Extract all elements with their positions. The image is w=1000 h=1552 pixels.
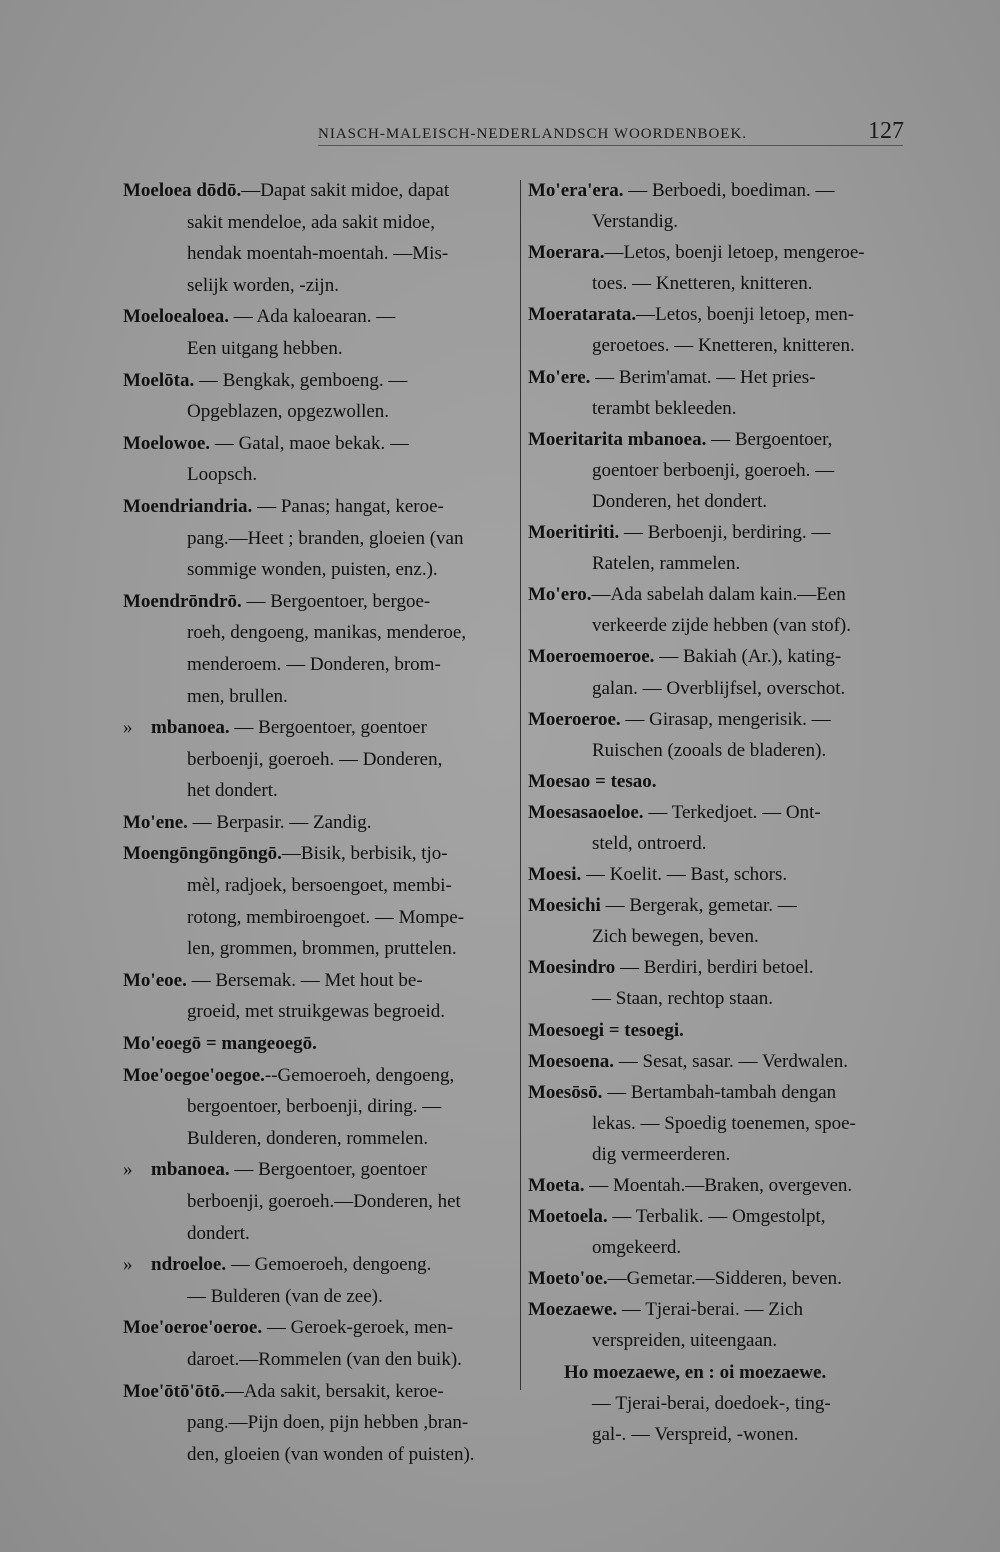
dictionary-line (123, 870, 513, 902)
dictionary-line (528, 548, 923, 579)
dictionary-line (123, 365, 513, 397)
definition-text: —Ada sakit, bersakit, keroe- (224, 1380, 444, 1402)
definition-text: — Bergoentoer, bergoe- (241, 590, 431, 612)
dictionary-line (123, 1344, 513, 1376)
definition-text: steld, ontroerd. (592, 832, 707, 854)
definition-text: — Girasap, mengerisik. — (620, 708, 831, 730)
definition-text: verkeerde zijde hebben (van stof). (592, 615, 852, 637)
ditto-mark: » (123, 1254, 133, 1276)
headword: Moesichi (528, 895, 601, 917)
dictionary-line (123, 333, 513, 365)
dictionary-line (123, 396, 513, 428)
headword: mbanoea. (151, 717, 230, 739)
definition-text: berboenji, goeroeh. — Donderen, (187, 748, 443, 770)
dictionary-line (123, 838, 513, 870)
definition-text: Loopsch. (187, 464, 258, 486)
definition-text: — Berpasir. — Zandig. (187, 811, 372, 833)
headword: Mo'eoe. (123, 969, 187, 991)
dictionary-line (123, 1407, 513, 1439)
definition-text: — Geroek-geroek, men- (262, 1317, 454, 1339)
definition-text: selijk worden, -zijn. (187, 274, 339, 296)
definition-text: --Gemoeroeh, dengoeng, (264, 1064, 455, 1086)
headword: Moesao = tesao. (528, 770, 657, 792)
definition-text: — Bergoentoer, (706, 428, 833, 450)
definition-text: sommige wonden, puisten, enz.). (187, 559, 438, 581)
dictionary-line (528, 175, 923, 206)
dictionary-line (123, 649, 513, 681)
headword: Moesasaoeloe. (528, 801, 644, 823)
dictionary-line (123, 933, 513, 965)
definition-text: — Berim'amat. — Het pries- (590, 366, 816, 388)
headword: Mo'era'era. (528, 180, 624, 201)
definition-text: — Bulderen (van de zee). (187, 1285, 383, 1307)
dictionary-line (528, 1388, 923, 1419)
dictionary-line (528, 393, 923, 424)
headword: Moeroeroe. (528, 708, 621, 730)
definition-text: — Bertambah-tambah dengan (602, 1081, 837, 1103)
definition-text: lekas. — Spoedig toenemen, spoe- (592, 1112, 856, 1134)
dictionary-line (123, 1091, 513, 1123)
dictionary-line (528, 1232, 923, 1263)
dictionary-line (528, 1357, 923, 1388)
definition-text: — Gemoeroeh, dengoeng. (226, 1254, 432, 1276)
definition-text: — Tjerai-berai. — Zich (617, 1299, 804, 1321)
definition-text: Ratelen, rammelen. (592, 553, 741, 575)
definition-text: — Bergoentoer, goentoer (229, 717, 427, 739)
dictionary-line (528, 610, 923, 641)
page-number: 127 (868, 118, 904, 144)
headword: Moeta. (528, 1175, 585, 1196)
dictionary-line (528, 1170, 923, 1201)
headword: Moeto'oe. (528, 1268, 608, 1290)
headword: Mo'ero. (528, 584, 592, 606)
dictionary-line (123, 1218, 513, 1250)
definition-text: roeh, dengoeng, manikas, menderoe, (187, 622, 467, 644)
headword: Moengōngōngōngō. (123, 843, 282, 865)
dictionary-line (528, 1263, 923, 1294)
definition-text: pang.—Heet ; branden, gloeien (van (187, 527, 464, 549)
dictionary-line (528, 362, 923, 393)
dictionary-line (528, 641, 923, 672)
headword: Moetoela. (528, 1206, 608, 1228)
definition-text: Donderen, het dondert. (592, 490, 768, 512)
definition-text: —Letos, boenji letoep, men- (636, 304, 855, 326)
dictionary-line (528, 1419, 923, 1450)
definition-text: — Ada kaloearan. — (229, 306, 396, 328)
definition-text: Verstandig. (592, 211, 679, 233)
definition-text: galan. — Overblijfsel, overschot. (592, 677, 846, 699)
definition-text: Zich bewegen, beven. (592, 926, 759, 948)
definition-text: — Bergoentoer, goentoer (229, 1159, 427, 1181)
definition-text: — Bersemak. — Met hout be- (186, 969, 423, 991)
dictionary-line (123, 586, 513, 618)
dictionary-line (528, 206, 923, 237)
definition-text: het dondert. (187, 780, 278, 802)
ditto-mark: » (123, 717, 133, 739)
dictionary-line (123, 1281, 513, 1313)
definition-text: hendak moentah-moentah. —Mis- (187, 243, 449, 265)
dictionary-line (528, 579, 923, 610)
definition-text: — Terbalik. — Omgestolpt, (607, 1206, 826, 1228)
definition-text: — Koelit. — Bast, schors. (581, 864, 788, 886)
dictionary-line (123, 1028, 513, 1060)
definition-text: — Panas; hangat, keroe- (252, 495, 444, 517)
dictionary-line (528, 486, 923, 517)
headword: Moesi. (528, 864, 582, 886)
dictionary-line (123, 1376, 513, 1408)
headword: ndroeloe. (151, 1254, 227, 1276)
dictionary-line (123, 965, 513, 997)
dictionary-line (123, 554, 513, 586)
headword: Ho moezaewe, en : oi moezaewe. (564, 1361, 827, 1383)
dictionary-line (528, 921, 923, 952)
dictionary-line (123, 681, 513, 713)
dictionary-line (123, 175, 513, 207)
definition-text: berboenji, goeroeh.—Donderen, het (187, 1191, 461, 1212)
definition-text: gal-. — Verspreid, -wonen. (592, 1423, 799, 1445)
dictionary-line (528, 704, 923, 735)
headword: Moe'oeroe'oeroe. (123, 1317, 263, 1339)
dictionary-line (123, 1060, 513, 1092)
definition-text: pang.—Pijn doen, pijn hebben ,bran- (187, 1412, 469, 1434)
dictionary-line (528, 673, 923, 704)
dictionary-line (123, 1186, 513, 1218)
dictionary-line (123, 270, 513, 302)
headword: Moe'oegoe'oegoe. (123, 1064, 265, 1086)
dictionary-line (528, 1015, 923, 1046)
dictionary-line (123, 207, 513, 239)
definition-text: mèl, radjoek, bersoengoet, membi- (187, 875, 452, 897)
dictionary-line (528, 1325, 923, 1356)
definition-text: —Ada sabelah dalam kain.—Een (591, 584, 846, 606)
dictionary-line (123, 1439, 513, 1471)
definition-text: rotong, membiroengoet. — Mompe- (187, 906, 465, 928)
column-divider (520, 180, 521, 1390)
headword: mbanoea. (151, 1159, 230, 1181)
definition-text: — Berboedi, boediman. — (623, 180, 835, 201)
dictionary-line (123, 301, 513, 333)
dictionary-line (123, 459, 513, 491)
headword: Moesindro (528, 957, 616, 979)
definition-text: len, grommen, brommen, pruttelen. (187, 938, 457, 960)
dictionary-line (123, 617, 513, 649)
right-column (528, 175, 923, 1450)
headword: Moeroemoeroe. (528, 646, 655, 668)
dictionary-line (528, 1139, 923, 1170)
definition-text: men, brullen. (187, 685, 288, 707)
headword: Moerara. (528, 242, 605, 264)
running-header: NIASCH-MALEISCH-NEDERLANDSCH WOORDENBOEK. (318, 126, 748, 142)
dictionary-line (528, 952, 923, 983)
dictionary-line (528, 1046, 923, 1077)
definition-text: — Tjerai-berai, doedoek-, ting- (592, 1392, 831, 1414)
definition-text: — Berboenji, berdiring. — (619, 522, 831, 544)
dictionary-line (123, 238, 513, 270)
headword: Moeloealoea. (123, 306, 230, 328)
headword: Moendrōndrō. (123, 590, 242, 612)
definition-text: — Bengkak, gemboeng. — (194, 369, 408, 391)
dictionary-line (528, 828, 923, 859)
dictionary-line (528, 1108, 923, 1139)
dictionary-line (528, 797, 923, 828)
dictionary-line (123, 1123, 513, 1155)
dictionary-line (123, 1249, 513, 1281)
definition-text: — Bakiah (Ar.), kating- (654, 646, 842, 668)
dictionary-line (528, 1294, 923, 1325)
dictionary-line (123, 902, 513, 934)
dictionary-line (123, 744, 513, 776)
headword: Moelōta. (123, 369, 195, 391)
headword: Mo'ere. (528, 366, 591, 388)
dictionary-line (528, 330, 923, 361)
dictionary-line (528, 983, 923, 1014)
definition-text: —Gemetar.—Sidderen, beven. (607, 1268, 842, 1290)
headword: Moe'ōtō'ōtō. (123, 1380, 225, 1402)
definition-text: verspreiden, uiteengaan. (592, 1330, 778, 1352)
header-rule (318, 145, 903, 146)
definition-text: geroetoes. — Knetteren, knitteren. (592, 335, 855, 357)
headword: Moendriandria. (123, 495, 253, 517)
dictionary-line (528, 890, 923, 921)
definition-text: —Letos, boenji letoep, mengeroe- (604, 242, 865, 264)
headword: Moezaewe. (528, 1299, 618, 1321)
definition-text: bergoentoer, berboenji, diring. — (187, 1096, 442, 1118)
dictionary-line (123, 807, 513, 839)
headword: Moelowoe. (123, 432, 211, 454)
dictionary-line (528, 424, 923, 455)
dictionary-line (528, 735, 923, 766)
definition-text: — Staan, rechtop staan. (592, 988, 773, 1010)
definition-text: —Bisik, berbisik, tjo- (281, 843, 448, 865)
definition-text: menderoem. — Donderen, brom- (187, 653, 441, 675)
headword: Moeratarata. (528, 304, 637, 326)
definition-text: den, gloeien (van wonden of puisten). (187, 1443, 475, 1465)
definition-text: omgekeerd. (592, 1237, 682, 1259)
dictionary-line (528, 517, 923, 548)
definition-text: toes. — Knetteren, knitteren. (592, 273, 813, 295)
dictionary-line (123, 523, 513, 555)
headword: Moeritarita mbanoea. (528, 428, 707, 450)
headword: Moesoena. (528, 1050, 615, 1072)
definition-text: — Sesat, sasar. — Verdwalen. (614, 1050, 848, 1072)
dictionary-line (123, 1312, 513, 1344)
dictionary-line (528, 1077, 923, 1108)
dictionary-line (528, 268, 923, 299)
dictionary-line (123, 996, 513, 1028)
definition-text: — Moentah.—Braken, overgeven. (584, 1175, 853, 1196)
dictionary-line (123, 712, 513, 744)
definition-text: Bulderen, donderen, rommelen. (187, 1127, 429, 1149)
definition-text: groeid, met struikgewas begroeid. (187, 1001, 446, 1023)
definition-text: — Gatal, maoe bekak. — (210, 432, 409, 454)
definition-text: sakit mendeloe, ada sakit midoe, (187, 211, 435, 233)
definition-text: daroet.—Rommelen (van den buik). (187, 1348, 462, 1370)
dictionary-line (528, 766, 923, 797)
headword: Moesoegi = tesoegi. (528, 1019, 684, 1041)
ditto-mark: » (123, 1159, 133, 1181)
dictionary-line (123, 1154, 513, 1186)
definition-text: — Terkedjoet. — Ont- (643, 801, 821, 823)
headword: Moeloea dōdō. (123, 180, 242, 201)
dictionary-line (528, 455, 923, 486)
definition-text: — Bergerak, gemetar. — (600, 895, 797, 917)
definition-text: Een uitgang hebben. (187, 337, 343, 359)
dictionary-line (123, 428, 513, 460)
definition-text: terambt bekleeden. (592, 397, 737, 419)
headword: Mo'eoegō = mangeoegō. (123, 1033, 317, 1055)
dictionary-line (528, 859, 923, 890)
headword: Moesōsō. (528, 1081, 603, 1103)
headword: Moeritiriti. (528, 522, 620, 544)
dictionary-line (528, 299, 923, 330)
definition-text: —Dapat sakit midoe, dapat (241, 180, 450, 201)
definition-text: dondert. (187, 1222, 250, 1244)
dictionary-line (123, 775, 513, 807)
dictionary-line (528, 1201, 923, 1232)
definition-text: Ruischen (zooals de bladeren). (592, 739, 827, 761)
headword: Mo'ene. (123, 811, 188, 833)
dictionary-line (528, 237, 923, 268)
definition-text: dig vermeerderen. (592, 1143, 731, 1165)
definition-text: Opgeblazen, opgezwollen. (187, 401, 390, 423)
definition-text: goentoer berboenji, goeroeh. — (592, 459, 835, 481)
left-column (123, 175, 513, 1470)
definition-text: — Berdiri, berdiri betoel. (615, 957, 814, 979)
dictionary-line (123, 491, 513, 523)
